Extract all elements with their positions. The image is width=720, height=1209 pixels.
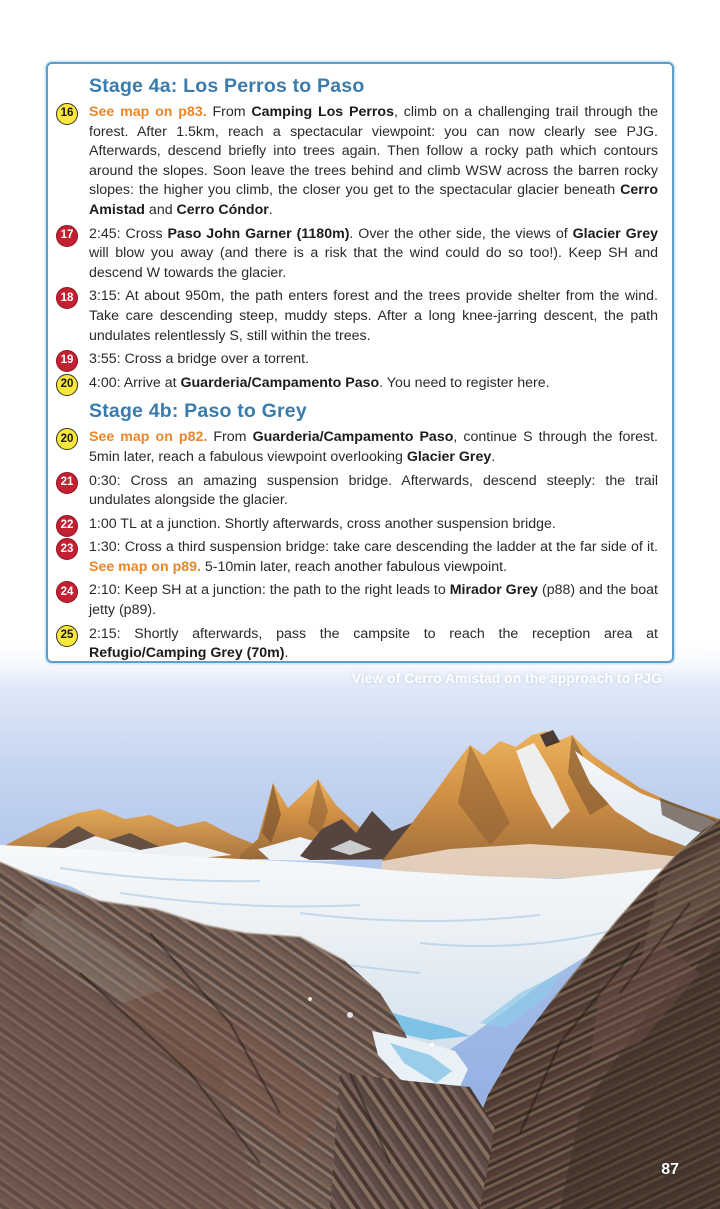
route-step-text: 2:10: Keep SH at a junction: the path to the right leads to Mirador Grey (p88) and the boat jetty (p89).	[89, 582, 658, 619]
waypoint-number-badge: 20	[56, 374, 78, 396]
map-reference: See map on p82.	[89, 429, 214, 446]
photo-center-rocks	[330, 1073, 495, 1209]
stage-title: Stage 4a: Los Perros to Paso	[89, 75, 365, 97]
photo-caption: View of Cerro Amistad on the approach to PJG	[351, 671, 662, 686]
waypoint-number-badge: 16	[56, 103, 78, 125]
route-step-text: 2:15: Shortly afterwards, pass the campsite to reach the reception area at Refugio/Camping Grey (70m).	[89, 625, 658, 662]
route-step-text: 1:00 TL at a junction. Shortly afterwards, cross another suspension bridge.	[89, 515, 556, 532]
page-number: 87	[661, 1161, 679, 1178]
waypoint-number-badge: 20	[56, 428, 78, 450]
route-step-text: 0:30: Cross an amazing suspension bridge. Afterwards, descend steeply: the trail undulates alongside the glacier.	[89, 472, 658, 509]
route-step	[56, 472, 658, 511]
waypoint-number-badge: 25	[56, 625, 78, 647]
mountain-photo	[0, 643, 720, 1209]
route-step-text: See map on p82. From Guarderia/Campamento Paso, continue S through the forest. 5min later, reach a fabulous viewpoint overlooking Glacier Grey.	[89, 429, 658, 465]
route-step	[56, 515, 658, 535]
route-step	[56, 581, 658, 620]
route-step-text: 2:45: Cross Paso John Garner (1180m). Over the other side, the views of Glacier Grey will blow you away (and there is a risk that the wind could do so too!). Keep SH and descend W towards the glacier.	[89, 225, 658, 281]
route-step-text: 3:15: At about 950m, the path enters forest and the trees provide shelter from the wind. Take care descending steep, muddy steps. After a long knee-jarring descent, the path undulates relentlessly S, still within the trees.	[89, 288, 658, 344]
stage-title: Stage 4b: Paso to Grey	[89, 400, 307, 423]
route-step	[56, 350, 658, 370]
waypoint-number-badge: 19	[56, 350, 78, 372]
route-step	[56, 428, 658, 467]
route-step	[56, 374, 658, 394]
waypoint-number-badge: 22	[56, 515, 78, 537]
route-step	[56, 225, 658, 284]
waypoint-number-badge: 23	[56, 538, 78, 560]
map-reference: See map on p89.	[89, 558, 205, 575]
route-step-text: 3:55: Cross a bridge over a torrent.	[89, 351, 310, 368]
route-step-text: See map on p83. From Camping Los Perros, climb on a challenging trail through the forest. After 1.5km, reach a spectacular viewpoint: you can now clearly see PJG. Afterwards, descend briefly into trees again. Then follow a rocky path which contours around the slopes. Soon leave the trees behind and climb WSW across the barren rocky slopes: the higher you climb, the closer you get to the spectacular glacier beneath Cerro Amistad and Cerro Cóndor.	[89, 104, 659, 218]
map-reference: See map on p83.	[89, 104, 213, 120]
route-step-text: 1:30: Cross a third suspension bridge: take care descending the ladder at the far side of it. See map on p89. 5-10min later, reach another fabulous viewpoint.	[89, 539, 658, 575]
route-step	[56, 103, 658, 221]
route-step	[56, 287, 658, 346]
stage-descriptions-box	[46, 62, 674, 663]
route-step-text: 4:00: Arrive at Guarderia/Campamento Paso. You need to register here.	[89, 374, 550, 391]
route-step	[56, 538, 658, 577]
waypoint-number-badge: 17	[56, 225, 78, 247]
waypoint-number-badge: 18	[56, 287, 78, 309]
waypoint-number-badge: 21	[56, 472, 78, 494]
route-step	[56, 625, 658, 663]
waypoint-number-badge: 24	[56, 581, 78, 603]
